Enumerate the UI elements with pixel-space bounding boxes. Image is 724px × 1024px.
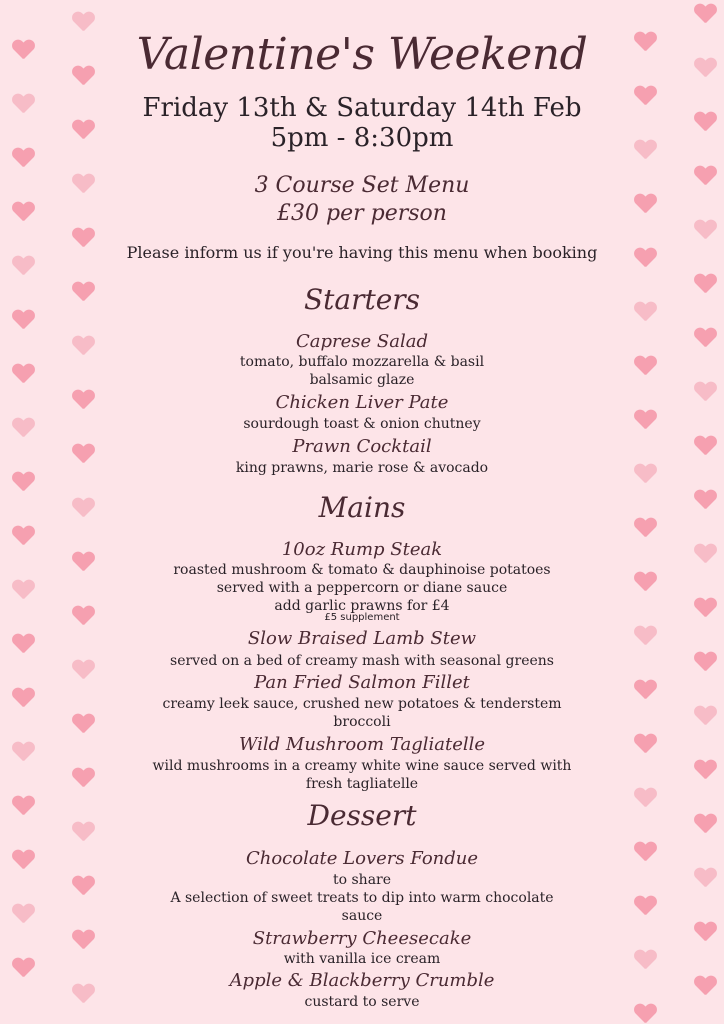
dish-description: served on a bed of creamy mash with seasonal greens (170, 653, 554, 669)
dish-description: tomato, buffalo mozzarella & basil (239, 354, 485, 370)
heart-icon (634, 518, 656, 538)
heart-icon (694, 706, 716, 726)
heart-icon (694, 382, 716, 402)
dish-description: creamy leek sauce, crushed new potatoes & tenderstem (162, 696, 562, 712)
heart-icon (694, 166, 716, 186)
heart-icon (694, 652, 716, 672)
heart-icon (72, 336, 94, 356)
heart-icon (634, 248, 656, 268)
heart-icon (72, 12, 94, 32)
heart-icon (72, 390, 94, 410)
dish-name: Chocolate Lovers Fondue (245, 848, 479, 869)
dish-description: with vanilla ice cream (283, 951, 441, 967)
heart-icon (694, 4, 716, 24)
heart-icon (12, 634, 34, 654)
heart-icon (12, 742, 34, 762)
heart-icon (72, 120, 94, 140)
heart-icon (634, 572, 656, 592)
dish-description: A selection of sweet treats to dip into warm chocolate (170, 890, 554, 906)
heart-icon (12, 310, 34, 330)
heart-icon (72, 444, 94, 464)
heart-icon (12, 148, 34, 168)
dish-name: 10oz Rump Steak (281, 539, 443, 560)
heart-icon (12, 796, 34, 816)
heart-icon (12, 850, 34, 870)
heart-icon (72, 282, 94, 302)
heart-icon (694, 544, 716, 564)
heart-icon (694, 490, 716, 510)
heart-icon (72, 768, 94, 788)
dish-description: fresh tagliatelle (305, 776, 419, 792)
heart-icon (634, 1004, 656, 1024)
heart-icon (694, 220, 716, 240)
heart-icon (72, 822, 94, 842)
heart-icon (694, 814, 716, 834)
heart-icon (72, 552, 94, 572)
heart-icon (12, 688, 34, 708)
dish-description: sourdough toast & onion chutney (243, 416, 481, 432)
dish-description: to share (332, 872, 392, 888)
heart-icon (72, 714, 94, 734)
heart-icon (12, 526, 34, 546)
supplement-note: £5 supplement (324, 612, 400, 623)
dish-name: Apple & Blackberry Crumble (229, 970, 495, 991)
heart-icon (634, 788, 656, 808)
dish-description: king prawns, marie rose & avocado (235, 460, 489, 476)
heart-icon (12, 958, 34, 978)
heart-icon (634, 734, 656, 754)
heart-icon (72, 660, 94, 680)
heart-icon (72, 984, 94, 1004)
dish-name: Strawberry Cheesecake (252, 928, 472, 949)
dish-name: Pan Fried Salmon Fillet (254, 672, 470, 693)
heart-icon (72, 66, 94, 86)
heart-icon (634, 140, 656, 160)
heart-icon (634, 896, 656, 916)
heart-icon (634, 194, 656, 214)
dish-description: balsamic glaze (309, 372, 415, 388)
heart-icon (634, 464, 656, 484)
heart-icon (694, 274, 716, 294)
heart-icon (634, 356, 656, 376)
event-times: 5pm - 8:30pm (270, 123, 454, 153)
heart-icon (12, 580, 34, 600)
heart-icon (12, 202, 34, 222)
heart-icon (634, 32, 656, 52)
heart-icon (12, 94, 34, 114)
heart-icon (72, 228, 94, 248)
heart-icon (634, 86, 656, 106)
heart-icon (72, 930, 94, 950)
dish-description: sauce (341, 908, 383, 924)
dish-name: Prawn Cocktail (292, 436, 432, 457)
heart-icon (72, 876, 94, 896)
heart-icon (72, 498, 94, 518)
heart-icon (694, 868, 716, 888)
dish-description: served with a peppercorn or diane sauce (216, 580, 508, 596)
heart-icon (12, 418, 34, 438)
heart-icon (694, 760, 716, 780)
heart-icon (72, 606, 94, 626)
heart-icon (72, 174, 94, 194)
heart-icon (694, 328, 716, 348)
section-heading-starters: Starters (303, 283, 421, 316)
heart-icon (634, 842, 656, 862)
dish-name: Wild Mushroom Tagliatelle (238, 734, 486, 755)
dish-description: custard to serve (304, 994, 420, 1010)
dish-name: Caprese Salad (296, 331, 428, 352)
set-menu-label: 3 Course Set Menu (254, 173, 470, 198)
heart-icon (694, 436, 716, 456)
dish-description: wild mushrooms in a creamy white wine sauce served with (152, 758, 572, 774)
heart-icon (12, 364, 34, 384)
heart-icon (694, 976, 716, 996)
heart-icon (634, 410, 656, 430)
dish-description: add garlic prawns for £4 (274, 598, 450, 614)
heart-icon (634, 302, 656, 322)
heart-icon (12, 40, 34, 60)
section-heading-mains: Mains (318, 491, 406, 524)
heart-icon (694, 112, 716, 132)
heart-icon (694, 922, 716, 942)
heart-icon (634, 680, 656, 700)
booking-note: Please inform us if you're having this menu when booking (126, 243, 598, 262)
heart-icon (634, 950, 656, 970)
set-menu-price: £30 per person (277, 201, 447, 226)
heart-icon (12, 472, 34, 492)
dish-name: Chicken Liver Pate (275, 392, 449, 413)
event-dates: Friday 13th & Saturday 14th Feb (142, 93, 582, 123)
dish-description: roasted mushroom & tomato & dauphinoise potatoes (173, 562, 551, 578)
heart-icon (694, 598, 716, 618)
heart-icon (634, 626, 656, 646)
section-heading-dessert: Dessert (307, 799, 417, 832)
page-title: Valentine's Weekend (136, 29, 588, 80)
heart-icon (12, 256, 34, 276)
dish-name: Slow Braised Lamb Stew (247, 628, 477, 649)
heart-icon (694, 58, 716, 78)
dish-description: broccoli (333, 714, 391, 730)
heart-icon (12, 904, 34, 924)
